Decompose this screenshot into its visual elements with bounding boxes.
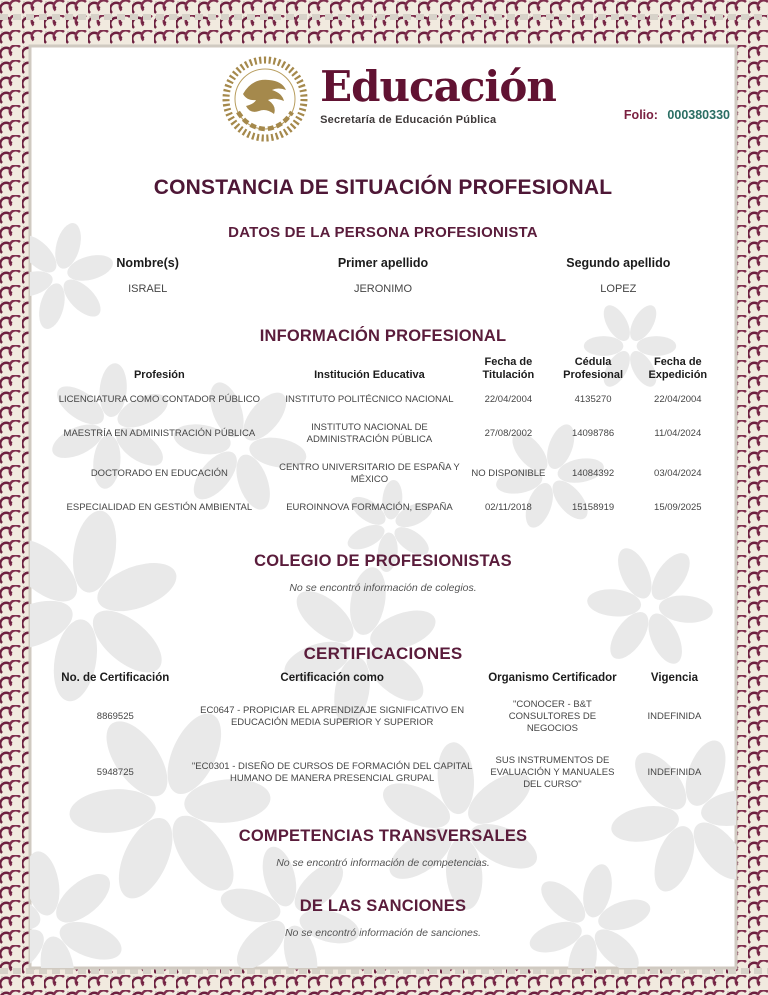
colegios-empty-note: No se encontró información de colegios. [289, 581, 477, 594]
column-header: Institución Educativa [314, 369, 425, 382]
column-header: Cédula Profesional [563, 356, 624, 382]
field-label: Primer apellido [337, 256, 429, 270]
cell-cedula: 14098786 [571, 428, 615, 440]
persona-col-segundo-apellido [501, 256, 736, 295]
cell-organismo: "CONOCER - B&T CONSULTORES DE NEGOCIOS [508, 699, 597, 735]
table-header-row [44, 670, 722, 690]
cell-organismo: SUS INSTRUMENTOS DE EVALUACIÓN Y MANUALES DEL CURSO" [490, 755, 615, 790]
logo-text [320, 56, 556, 126]
section-title-competencias: COMPETENCIAS TRANSVERSALES [238, 826, 528, 845]
column-header: Vigencia [650, 671, 698, 684]
column-header: No. de Certificación [61, 671, 170, 684]
cell-fecha-titulacion: 02/11/2018 [484, 501, 532, 513]
section-title-colegios: COLEGIO DE PROFESIONISTAS [254, 551, 512, 570]
cell-cedula: 15158919 [571, 501, 615, 513]
section-title-info-profesional: INFORMACIÓN PROFESIONAL [259, 327, 507, 345]
cell-profesion: LICENCIATURA COMO CONTADOR PÚBLICO [58, 394, 260, 406]
table-row [44, 689, 722, 745]
table-row [44, 386, 722, 414]
field-label: Segundo apellido [566, 256, 671, 270]
persona-col-primer-apellido [265, 256, 500, 295]
cell-no-certificacion: 5948725 [96, 766, 134, 778]
logo-wordmark: Educación [320, 62, 556, 111]
cell-cedula: 4135270 [574, 394, 612, 406]
folio [624, 108, 730, 122]
mexican-coat-of-arms-icon [222, 56, 308, 142]
cell-profesion: MAESTRÍA EN ADMINISTRACIÓN PÚBLICA [63, 428, 256, 440]
cell-profesion: ESPECIALIDAD EN GESTIÓN AMBIENTAL [66, 501, 253, 513]
certificate-body [30, 46, 736, 968]
page-title: CONSTANCIA DE SITUACIÓN PROFESIONAL [153, 176, 613, 199]
cell-institucion: INSTITUTO POLITÉCNICO NACIONAL [285, 394, 454, 406]
section-title-persona: DATOS DE LA PERSONA PROFESIONISTA [228, 224, 538, 241]
folio-value: 000380330 [667, 108, 730, 122]
cell-fecha-titulacion: 22/04/2004 [484, 394, 533, 406]
field-value: JERONIMO [353, 283, 413, 295]
column-header: Fecha de Expedición [648, 356, 708, 382]
table-header-row [44, 354, 722, 386]
cell-cedula: 14084392 [571, 467, 615, 479]
cell-fecha-expedicion: 15/09/2025 [654, 501, 702, 513]
persona-col-nombre [30, 256, 265, 295]
sanciones-empty-note: No se encontró información de sanciones. [284, 926, 482, 939]
logo-subtitle: Secretaría de Educación Pública [320, 114, 497, 126]
certifications-table [44, 670, 722, 801]
persona-grid [30, 256, 736, 295]
cell-no-certificacion: 8869525 [96, 711, 134, 723]
table-row [44, 745, 722, 801]
cell-fecha-titulacion: NO DISPONIBLE [471, 467, 546, 479]
cell-vigencia: INDEFINIDA [647, 766, 702, 778]
document-header [30, 46, 736, 164]
cell-institucion: INSTITUTO NACIONAL DE ADMINISTRACIÓN PÚBLICA [306, 422, 433, 446]
column-header: Organismo Certificador [488, 671, 617, 684]
cell-vigencia: INDEFINIDA [647, 711, 702, 723]
column-header: Fecha de Titulación [482, 356, 535, 382]
cell-institucion: CENTRO UNIVERSITARIO DE ESPAÑA Y MÉXICO [279, 462, 460, 485]
cell-fecha-expedicion: 03/04/2024 [654, 467, 702, 479]
sep-logo [222, 56, 556, 142]
section-title-sanciones: DE LAS SANCIONES [299, 896, 467, 915]
field-label: Nombre(s) [116, 256, 179, 270]
cell-fecha-expedicion: 22/04/2004 [654, 394, 702, 406]
table-row [44, 494, 722, 522]
field-value: LOPEZ [600, 283, 637, 295]
competencias-empty-note: No se encontró información de competencias. [276, 856, 490, 869]
cell-fecha-titulacion: 27/08/2002 [484, 428, 533, 440]
field-value: ISRAEL [128, 283, 168, 295]
section-title-certificaciones: CERTIFICACIONES [303, 643, 463, 663]
cell-institucion: EUROINNOVA FORMACIÓN, ESPAÑA [286, 501, 453, 513]
table-row [44, 414, 722, 454]
cell-certificacion-como: "EC0301 - DISEÑO DE CURSOS DE FORMACIÓN DEL CAPITAL HUMANO DE MANERA PRESENCIAL GRUPAL [191, 760, 473, 784]
cell-certificacion-como: EC0647 - PROPICIAR EL APRENDIZAJE SIGNIFICATIVO EN EDUCACIÓN MEDIA SUPERIOR Y SUPERIOR [200, 705, 465, 729]
professional-info-table [44, 354, 722, 522]
table-row [44, 454, 722, 494]
column-header: Profesión [133, 369, 185, 382]
cell-profesion: DOCTORADO EN EDUCACIÓN [90, 467, 228, 479]
column-header: Certificación como [280, 671, 384, 684]
cell-fecha-expedicion: 11/04/2024 [654, 428, 702, 440]
folio-label: Folio: [623, 108, 658, 122]
